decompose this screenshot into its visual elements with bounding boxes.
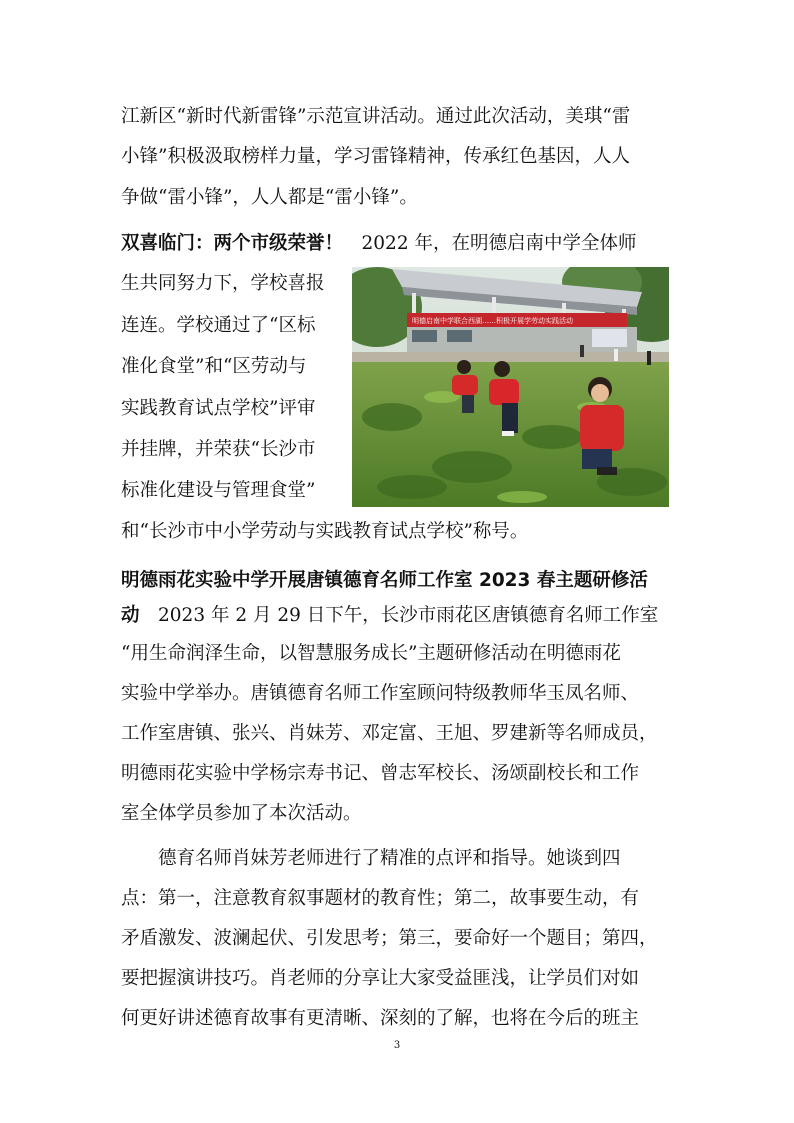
- section3-line: “用生命润泽生命，以智慧服务成长”主题研修活动在明德雨花: [121, 643, 621, 664]
- para1-line3: 争做“雷小锋”，人人都是“雷小锋”。: [121, 187, 418, 208]
- section3-title-line2: 动: [121, 605, 140, 626]
- section2-line: 并挂牌，并荣获“长沙市: [121, 439, 316, 460]
- labor-practice-photo: [352, 267, 669, 507]
- section2-title-rest: 2022 年，在明德启南中学全体师: [343, 233, 637, 254]
- banner-text: 明德启南中学联合西湖……积极开展学劳动实践活动: [412, 317, 573, 325]
- section2-line: 生共同努力下，学校喜报: [121, 273, 325, 294]
- para4-line: 要把握演讲技巧。肖老师的分享让大家受益匪浅，让学员们对如: [121, 968, 640, 989]
- para1-line2: 小锋”积极汲取榜样力量，学习雷锋精神，传承红色基因，人人: [121, 146, 630, 167]
- section2-line: 连连。学校通过了“区标: [121, 315, 316, 336]
- para4-line: 德育名师肖妹芳老师进行了精准的点评和指导。她谈到四: [121, 848, 621, 869]
- section3-line: 实验中学举办。唐镇德育名师工作室顾问特级教师华玉凤名师、: [121, 683, 640, 704]
- section2-last-line: 和“长沙市中小学劳动与实践教育试点学校”称号。: [121, 521, 529, 542]
- page-number: 3: [393, 1040, 401, 1051]
- section3-title-line1: 明德雨花实验中学开展唐镇德育名师工作室 2023 春主题研修活: [121, 570, 648, 591]
- section3-line: 明德雨花实验中学杨宗寿书记、曾志军校长、汤颂副校长和工作: [121, 763, 640, 784]
- para4-line: 何更好讲述德育故事有更清晰、深刻的了解，也将在今后的班主: [121, 1008, 640, 1029]
- section3-line: 室全体学员参加了本次活动。: [121, 803, 362, 824]
- section3-line: 工作室唐镇、张兴、肖妹芳、邓定富、王旭、罗建新等名师成员，: [121, 723, 658, 744]
- section2-line: 准化食堂”和“区劳动与: [121, 356, 307, 377]
- para4-line: 点：第一，注意教育叙事题材的教育性；第二，故事要生动，有: [121, 888, 640, 909]
- section2-line: 实践教育试点学校”评审: [121, 398, 316, 419]
- section2-heading-line: [121, 230, 674, 258]
- para4-line: 矛盾激发、波澜起伏、引发思考；第三，要命好一个题目；第四，: [121, 928, 658, 949]
- section3-heading-line2: [121, 602, 674, 630]
- section3-line-rest: 2023 年 2 月 29 日下午，长沙市雨花区唐镇德育名师工作室: [139, 605, 659, 626]
- section2-title: 双喜临门：两个市级荣誉！: [121, 233, 344, 254]
- para1-line1: 江新区“新时代新雷锋”示范宣讲活动。通过此次活动，美琪“雷: [121, 106, 631, 127]
- section2-line: 标准化建设与管理食堂”: [121, 480, 316, 501]
